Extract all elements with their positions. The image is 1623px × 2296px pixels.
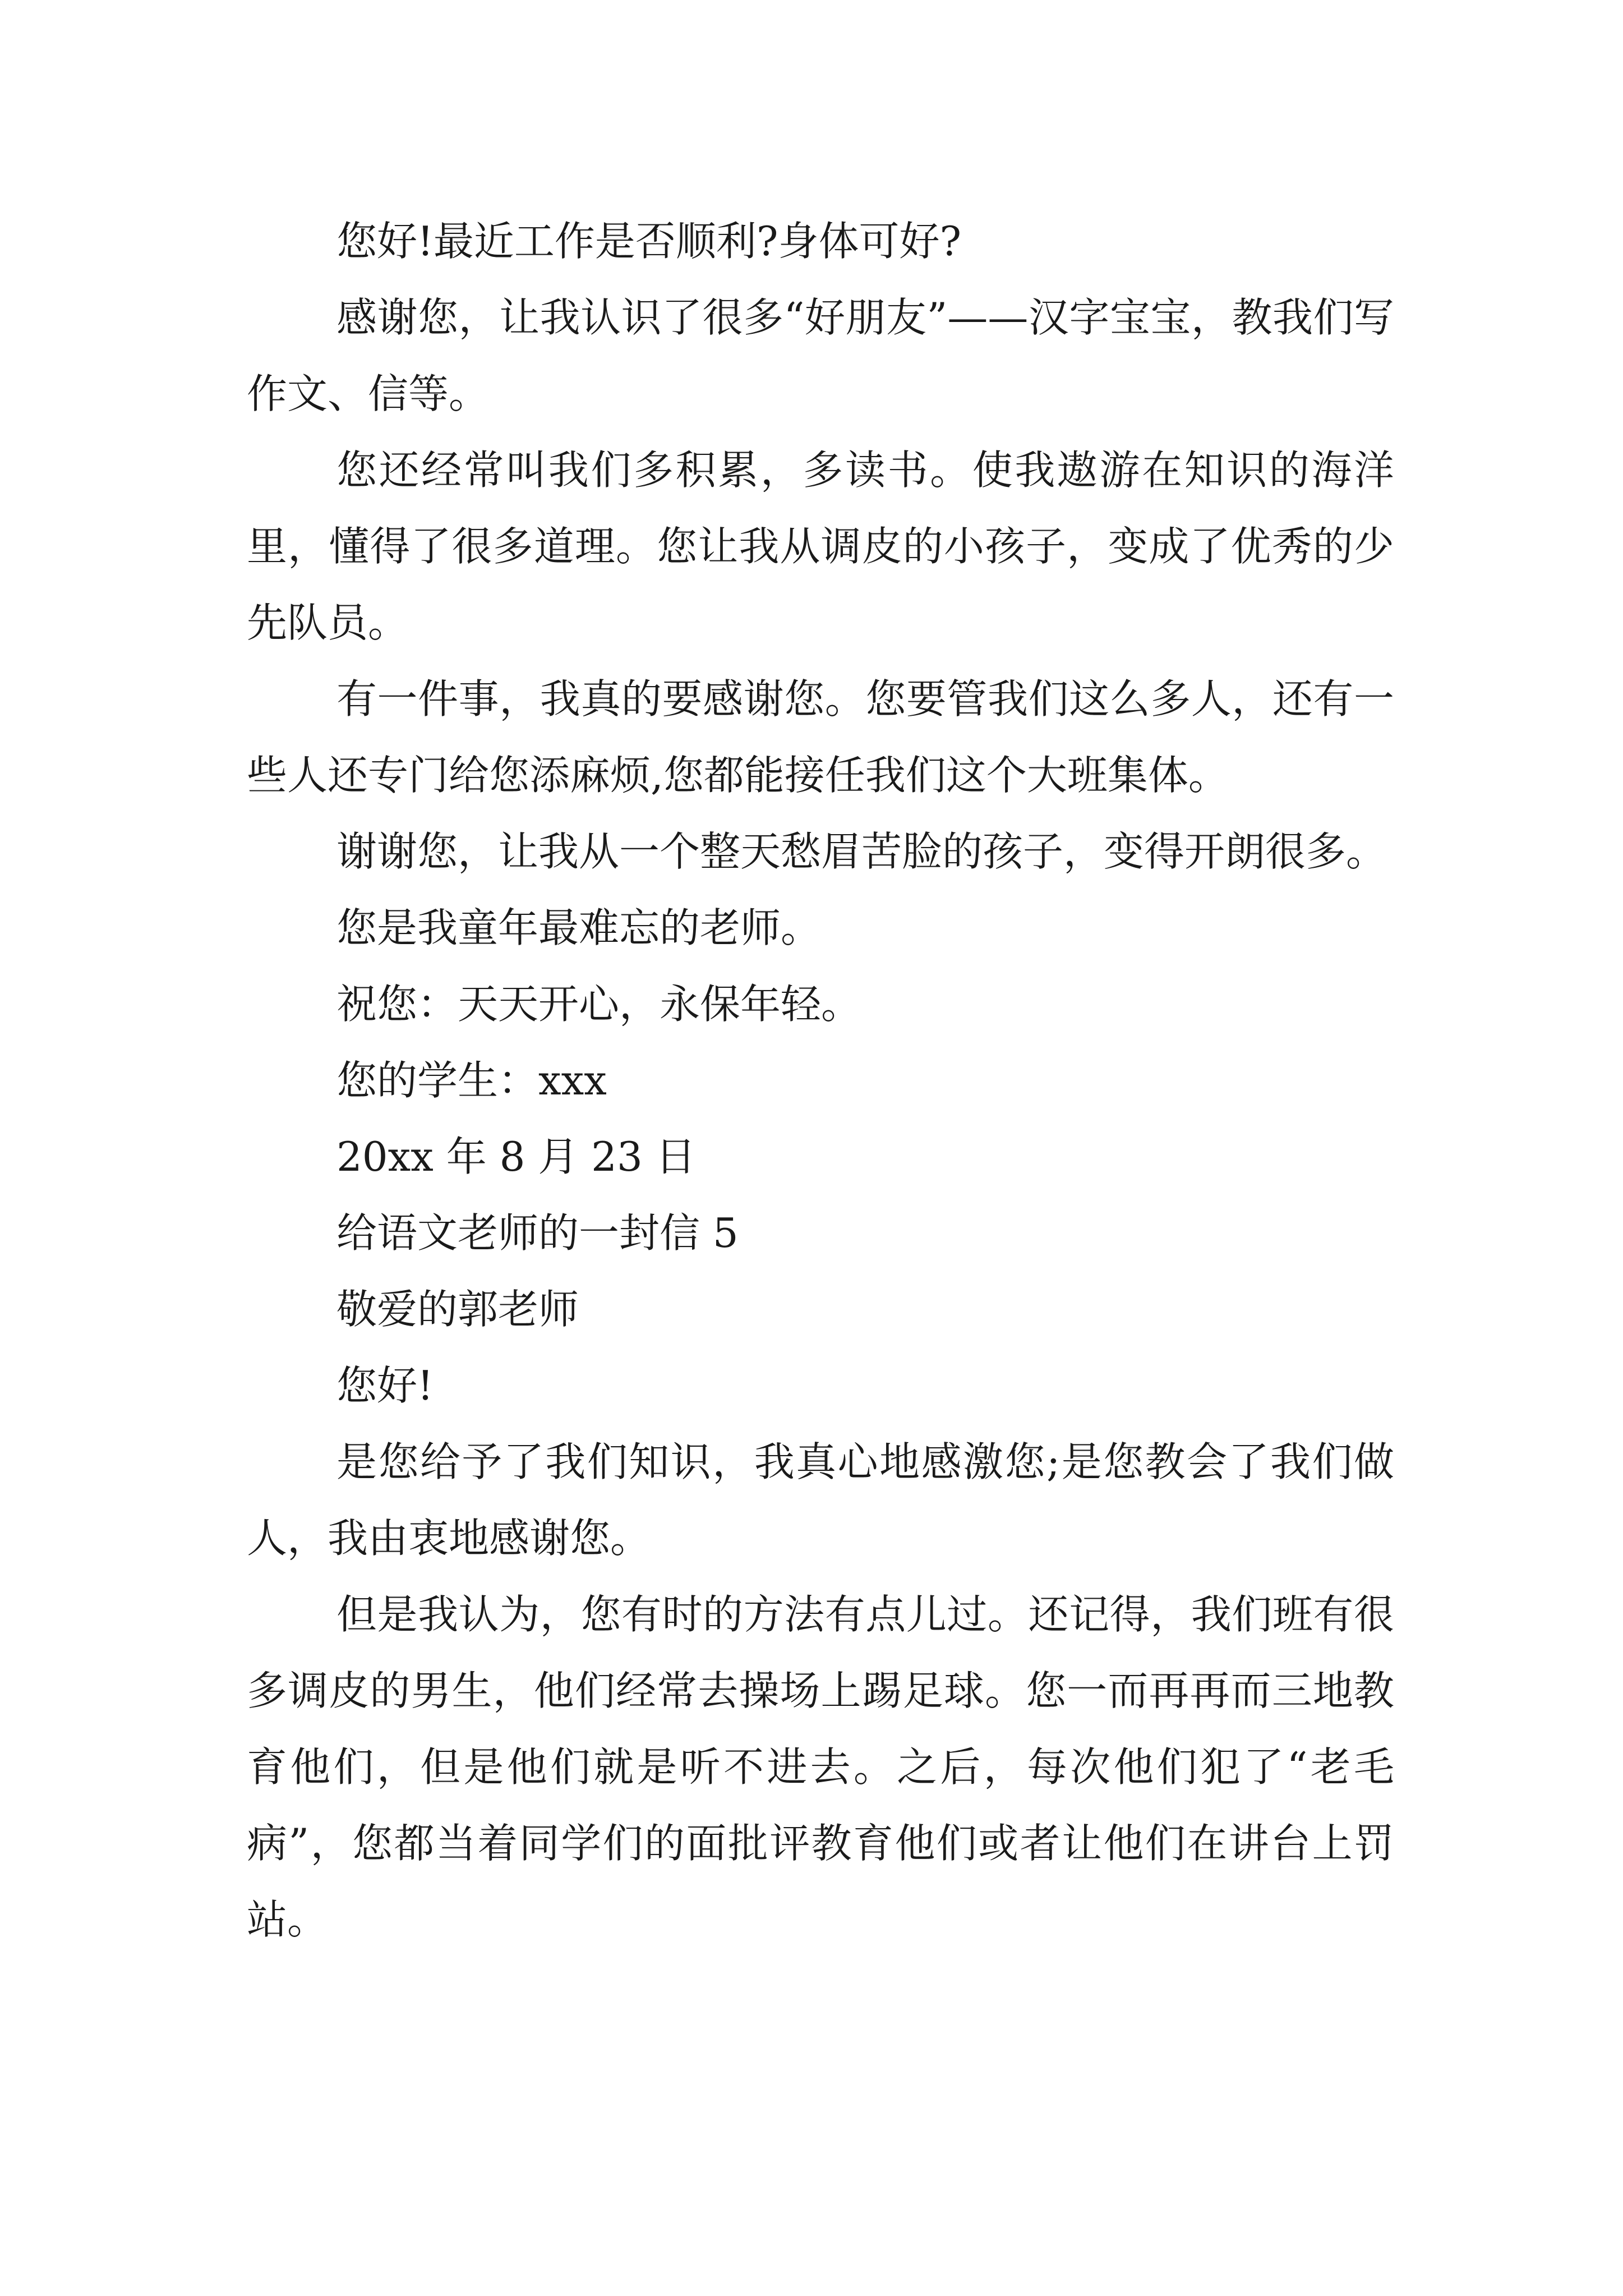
letter-date: 20xx 年 8 月 23 日 bbox=[336, 1133, 696, 1180]
paragraph-unforgettable: 您是我童年最难忘的老师。 bbox=[336, 904, 822, 951]
letter5-paragraph-criticism: 但是我认为，您有时的方法有点儿过。还记得，我们班有很多调皮的男生，他们经常去操场上踢足球。您一而再再而三地教育他们，但是他们就是听不进去。之后，每次他们犯了“老毛病”，您都当着同学们的面批评教育他们或者让他们在讲台上罚站。 bbox=[247, 1591, 1394, 1943]
letter5-salutation: 敬爱的郭老师 bbox=[336, 1286, 579, 1333]
paragraph-cheerful: 谢谢您，让我从一个整天愁眉苦脸的孩子，变得开朗很多。 bbox=[336, 828, 1387, 875]
paragraph-one-thing: 有一件事，我真的要感谢您。您要管我们这么多人，还有一些人还专门给您添麻烦,您都能接任我们这个大班集体。 bbox=[247, 675, 1394, 799]
letter5-paragraph-gratitude: 是您给予了我们知识，我真心地感激您;是您教会了我们做人，我由衷地感谢您。 bbox=[247, 1438, 1394, 1562]
paragraph-wishes: 祝您：天天开心，永保年轻。 bbox=[336, 981, 862, 1028]
paragraph-thanks-friends: 感谢您，让我认识了很多“好朋友”——汉字宝宝，教我们写作文、信等。 bbox=[247, 294, 1394, 417]
paragraph-greeting: 您好!最近工作是否顺利?身体可好? bbox=[336, 218, 962, 265]
paragraph-reading: 您还经常叫我们多积累，多读书。使我遨游在知识的海洋里，懂得了很多道理。您让我从调皮的小孩子，变成了优秀的少先队员。 bbox=[247, 447, 1394, 646]
signature: 您的学生：xxx bbox=[336, 1057, 607, 1104]
document-body bbox=[247, 203, 1394, 1958]
letter5-title: 给语文老师的一封信 5 bbox=[336, 1209, 739, 1257]
letter5-greeting: 您好! bbox=[336, 1362, 434, 1409]
